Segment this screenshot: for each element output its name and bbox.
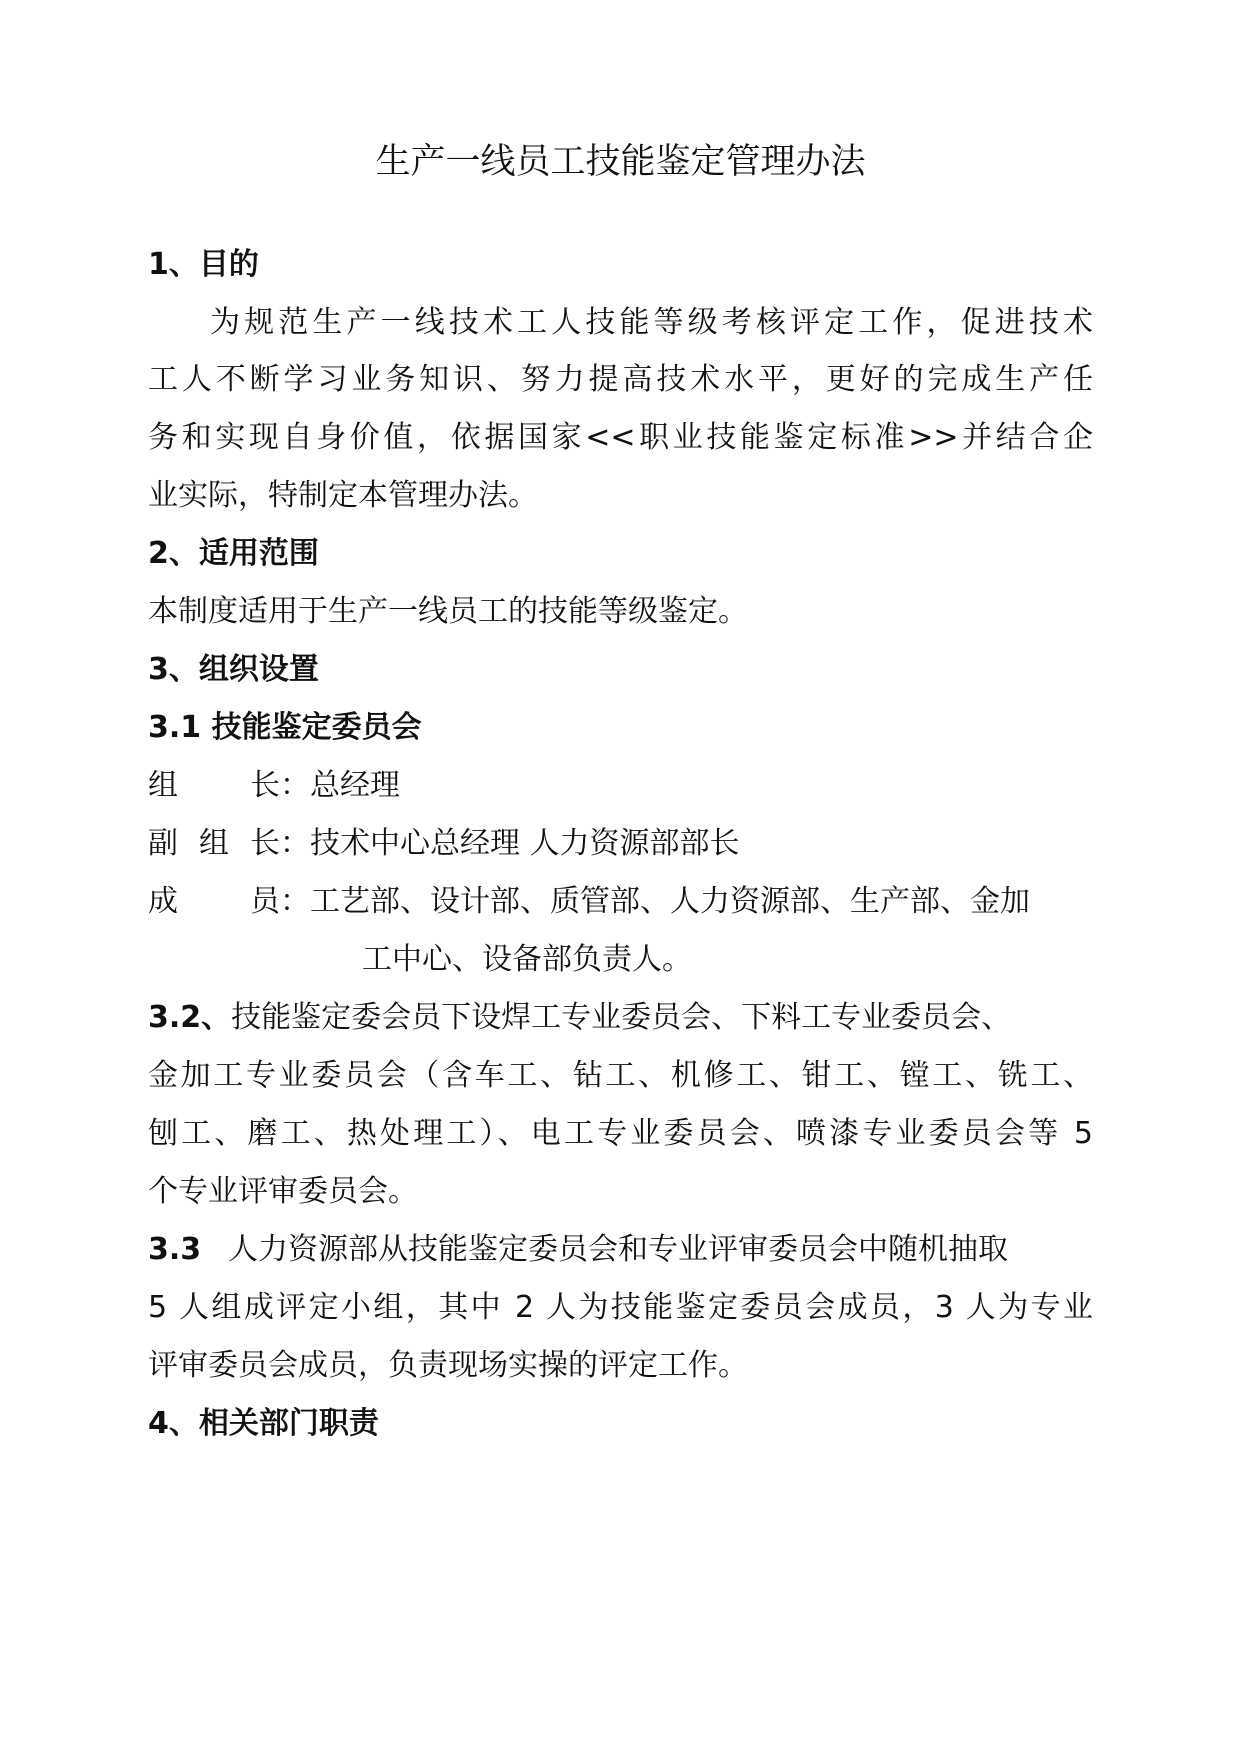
section-3-3-line-2: 5 人组成评定小组，其中 2 人为技能鉴定委员会成员，3 人为专业 (148, 1290, 1093, 1325)
section-3-2-line-4: 个专业评审委员会。 (148, 1174, 418, 1209)
members-colon: ： (280, 884, 310, 919)
section-1-paragraph-line-4: 业实际，特制定本管理办法。 (148, 478, 538, 513)
section-3-3-number: 3.3 (148, 1232, 202, 1267)
deputy-colon: ： (280, 826, 310, 861)
committee-leader-row (148, 763, 400, 809)
document-title: 生产一线员工技能鉴定管理办法 (375, 142, 866, 182)
section-3-3-line-1 (148, 1227, 1008, 1273)
section-3-2-line-2: 金加工专业委员会（含车工、钻工、机修工、钳工、镗工、铣工、 (148, 1058, 1093, 1093)
section-2-heading: 2、适用范围 (148, 536, 319, 571)
committee-deputy-row (148, 821, 740, 867)
deputy-label: 副组长 (148, 826, 280, 861)
members-value-line-1: 工艺部、设计部、质管部、人力资源部、生产部、金加 (310, 884, 1030, 919)
section-3-2-line-1 (148, 995, 1011, 1041)
leader-label: 组 长 (148, 768, 280, 803)
section-1-paragraph-line-1: 为规范生产一线技术工人技能等级考核评定工作，促进技术 (210, 305, 1093, 340)
section-3-3-line-3: 评审委员会成员，负责现场实操的评定工作。 (148, 1348, 748, 1383)
section-3-2-text-1: 技能鉴定委会员下设焊工专业委员会、下料工专业委员会、 (231, 1000, 1012, 1035)
deputy-value: 技术中心总经理 人力资源部部长 (310, 826, 740, 861)
committee-members-row (148, 879, 1030, 925)
section-1-paragraph-line-2: 工人不断学习业务知识、努力提高技术水平，更好的完成生产任 (148, 362, 1093, 397)
members-value-line-2: 工中心、设备部负责人。 (362, 942, 692, 977)
section-3-1-heading: 3.1 技能鉴定委员会 (148, 710, 422, 745)
section-1-heading: 1、目的 (148, 247, 259, 282)
section-3-2-number: 3.2、 (148, 1000, 232, 1035)
section-3-3-text-1: 人力资源部从技能鉴定委员会和专业评审委员会中随机抽取 (228, 1232, 1008, 1267)
section-1-paragraph-line-3: 务和实现自身价值，依据国家<<职业技能鉴定标准>>并结合企 (148, 420, 1093, 455)
section-3-heading: 3、组织设置 (148, 652, 319, 687)
section-3-2-line-3: 刨工、磨工、热处理工）、电工专业委员会、喷漆专业委员会等 5 (148, 1116, 1093, 1151)
section-2-paragraph: 本制度适用于生产一线员工的技能等级鉴定。 (148, 594, 748, 629)
leader-colon: ： (280, 768, 310, 803)
section-4-heading: 4、相关部门职责 (148, 1406, 379, 1441)
members-label: 成 员 (148, 884, 280, 919)
leader-value: 总经理 (310, 768, 400, 803)
